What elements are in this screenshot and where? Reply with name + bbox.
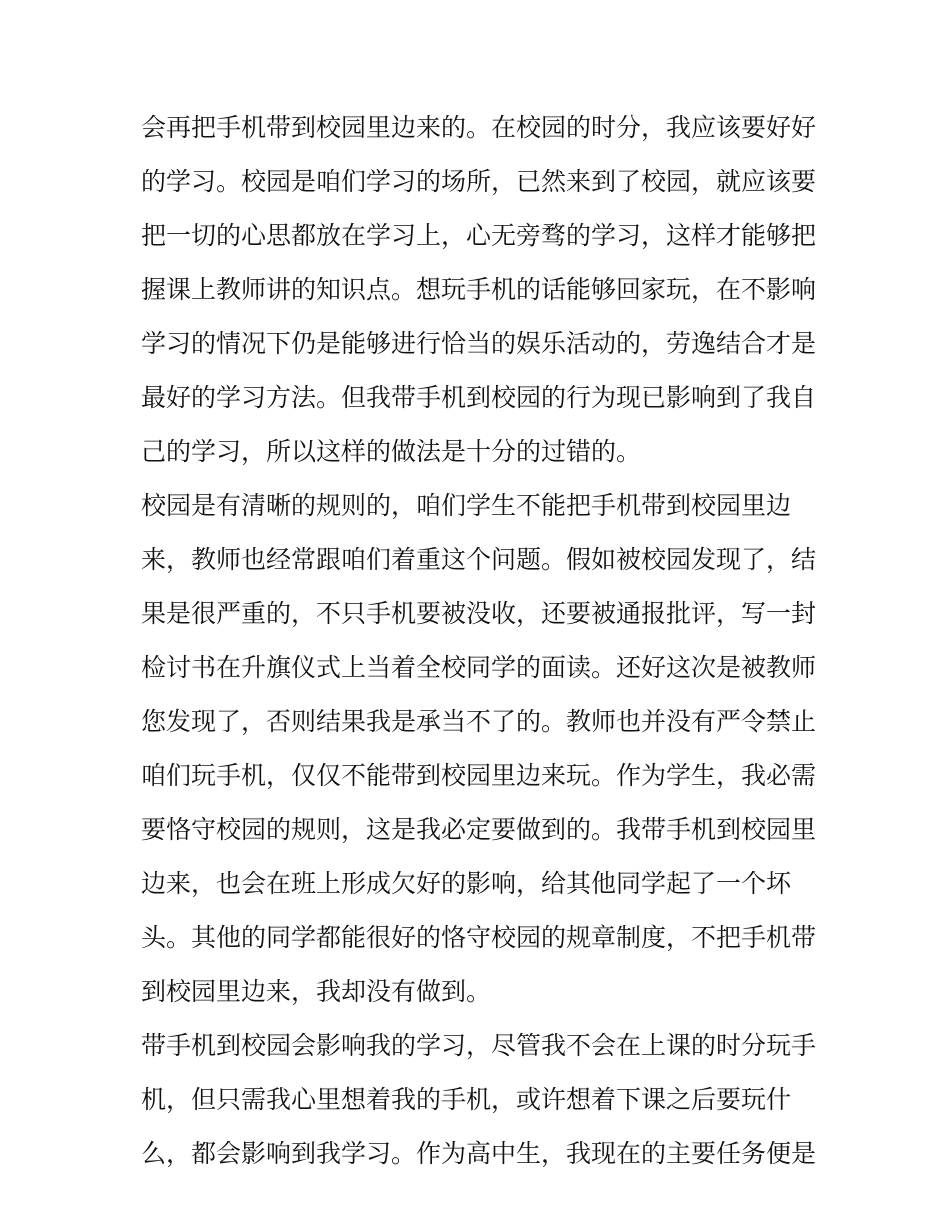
text-line-16: 头。其他的同学都能很好的恪守校园的规章制度，不把手机带: [141, 923, 817, 952]
text-line-9: 来，教师也经常跟咱们着重这个问题。假如被校园发现了，结: [141, 545, 817, 574]
text-line-20: 么，都会影响到我学习。作为高中生，我现在的主要任务便是: [141, 1139, 817, 1168]
text-line-19: 机，但只需我心里想着我的手机，或许想着下课之后要玩什: [141, 1085, 792, 1114]
text-line-4: 握课上教师讲的知识点。想玩手机的话能够回家玩，在不影响: [141, 275, 817, 304]
text-line-12: 您发现了，否则结果我是承当不了的。教师也并没有严令禁止: [141, 707, 817, 736]
text-line-3: 把一切的心思都放在学习上，心无旁骛的学习，这样才能够把: [141, 221, 817, 250]
text-line-15: 边来，也会在班上形成欠好的影响，给其他同学起了一个坏: [141, 869, 792, 898]
text-line-6: 最好的学习方法。但我带手机到校园的行为现已影响到了我自: [141, 383, 817, 412]
text-line-2: 的学习。校园是咱们学习的场所，已然来到了校园，就应该要: [141, 167, 817, 196]
text-line-13: 咱们玩手机，仅仅不能带到校园里边来玩。作为学生，我必需: [141, 761, 817, 790]
text-line-8: 校园是有清晰的规则的，咱们学生不能把手机带到校园里边: [141, 491, 792, 520]
text-line-17: 到校园里边来，我却没有做到。: [141, 977, 492, 1006]
text-line-1: 会再把手机带到校园里边来的。在校园的时分，我应该要好好: [141, 113, 817, 142]
text-line-10: 果是很严重的，不只手机要被没收，还要被通报批评，写一封: [141, 599, 817, 628]
text-line-18: 带手机到校园会影响我的学习，尽管我不会在上课的时分玩手: [141, 1031, 817, 1060]
text-line-5: 学习的情况下仍是能够进行恰当的娱乐活动的，劳逸结合才是: [141, 329, 817, 358]
text-line-14: 要恪守校园的规则，这是我必定要做到的。我带手机到校园里: [141, 815, 817, 844]
text-line-7: 己的学习，所以这样的做法是十分的过错的。: [141, 437, 642, 466]
text-line-11: 检讨书在升旗仪式上当着全校同学的面读。还好这次是被教师: [141, 653, 817, 682]
